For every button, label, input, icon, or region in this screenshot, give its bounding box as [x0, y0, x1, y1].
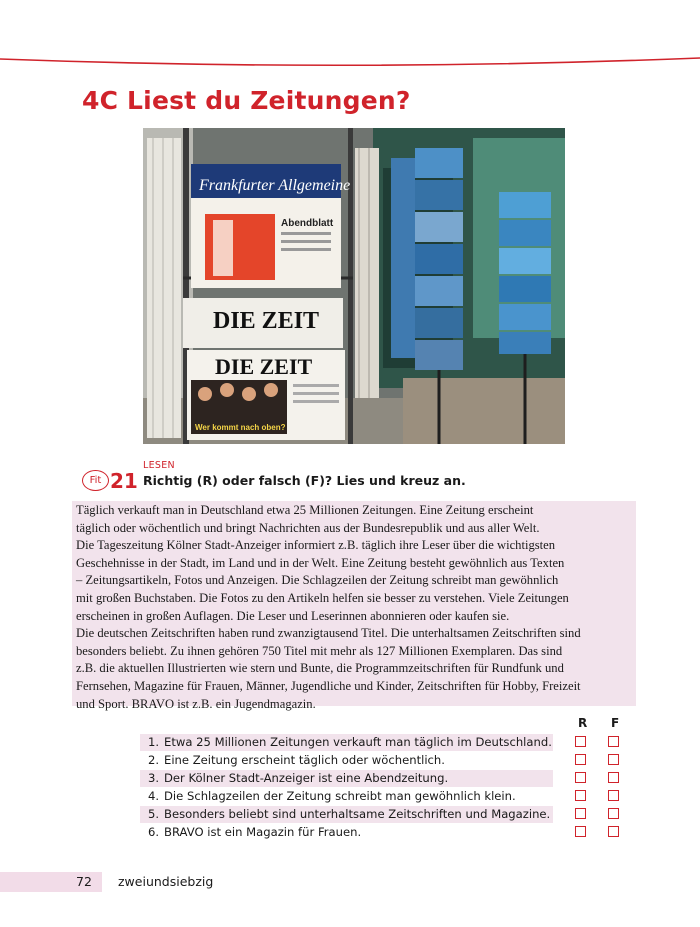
statement-text: Die Schlagzeilen der Zeitung schreibt man gewöhnlich klein.	[164, 789, 516, 803]
statement-text: Der Kölner Stadt-Anzeiger ist eine Abendzeitung.	[164, 771, 449, 785]
checkbox-r[interactable]	[575, 790, 586, 801]
reading-text	[72, 501, 636, 711]
statement-row	[140, 824, 640, 842]
checkbox-f[interactable]	[608, 826, 619, 837]
text-line: erscheinen in großen Auflagen. Die Leser und Leserinnen abonnieren oder kaufen sie.	[76, 608, 510, 623]
text-line: besonders beliebt. Zu ihnen gehören 750 Titel mit mehr als 127 Millionen Exemplaren. Das sind	[76, 643, 563, 658]
statement-number: 2.	[148, 753, 160, 767]
checkbox-r[interactable]	[575, 808, 586, 819]
exercise-instruction: Richtig (R) oder falsch (F)? Lies und kreuz an.	[143, 473, 466, 488]
statement-number: 4.	[148, 789, 160, 803]
statement-text: BRAVO ist ein Magazin für Frauen.	[164, 825, 362, 839]
statement-list	[140, 734, 640, 842]
chapter-title: 4C Liest du Zeitungen?	[82, 86, 411, 115]
column-r-header: R	[578, 716, 588, 730]
statement-text: Eine Zeitung erscheint täglich oder wöchentlich.	[164, 753, 445, 767]
exercise-header	[82, 458, 582, 498]
text-line: Täglich verkauft man in Deutschland etwa 25 Millionen Zeitungen. Eine Zeitung erscheint	[76, 503, 534, 517]
newspaper-title-2: Abendblatt	[281, 218, 334, 229]
text-line: – Zeitungsartikeln, Fotos und Anzeigen. Die Schlagzeilen der Zeitung schreibt man gewöhnlich	[76, 573, 559, 588]
statement-row	[140, 788, 640, 806]
checkbox-r[interactable]	[575, 826, 586, 837]
newspaper-title-3: DIE ZEIT	[213, 308, 320, 334]
checkbox-f[interactable]	[608, 808, 619, 819]
checkbox-f[interactable]	[608, 754, 619, 765]
page-number: 72	[76, 874, 92, 889]
text-line: Die deutschen Zeitschriften haben rund zwanzigtausend Titel. Die unterhaltsamen Zeitschriften sind	[76, 626, 581, 641]
statement-row	[140, 806, 640, 824]
statement-number: 5.	[148, 807, 160, 821]
statement-number: 3.	[148, 771, 160, 785]
newsstand-photo	[143, 128, 565, 444]
statement-row	[140, 752, 640, 770]
text-line: und Sport. BRAVO ist z.B. ein Jugendmagazin.	[76, 696, 316, 711]
page-number-word: zweiundsiebzig	[118, 874, 214, 889]
statement-text: Besonders beliebt sind unterhaltsame Zeitschriften und Magazine.	[164, 807, 551, 821]
text-line: mit großen Buchstaben. Die Fotos zu den Artikeln helfen sie besser zu verstehen. Viele Zeitungen	[76, 590, 569, 605]
statement-number: 1.	[148, 735, 160, 749]
header-curve	[0, 0, 700, 80]
checkbox-f[interactable]	[608, 772, 619, 783]
checkbox-f[interactable]	[608, 790, 619, 801]
fit-badge: Fit	[82, 470, 109, 491]
statement-row	[140, 770, 640, 788]
statement-text: Etwa 25 Millionen Zeitungen verkauft man täglich im Deutschland.	[164, 735, 552, 749]
text-line: Die Tageszeitung Kölner Stadt-Anzeiger informiert z.B. täglich ihre Leser über die wichtigsten	[76, 538, 556, 553]
exercise-number: 21	[110, 469, 138, 493]
text-line: Fernsehen, Magazine für Frauen, Männer, Jugendliche und Kinder, Zeitschriften für Hobby, Freizeit	[76, 678, 581, 693]
text-line: Geschehnisse in der Stadt, im Land und in der Welt. Eine Zeitung besteht gewöhnlich aus Texten	[76, 555, 565, 570]
column-f-header: F	[611, 716, 620, 730]
checkbox-r[interactable]	[575, 772, 586, 783]
text-line: täglich oder wöchentlich und bringt Nachrichten aus der Bundesrepublik und aus aller Welt.	[76, 520, 540, 535]
newspaper-title-4: DIE ZEIT	[215, 354, 313, 379]
statement-row	[140, 734, 640, 752]
checkbox-r[interactable]	[575, 754, 586, 765]
checkbox-f[interactable]	[608, 736, 619, 747]
exercise-category: LESEN	[143, 460, 175, 471]
checkbox-r[interactable]	[575, 736, 586, 747]
text-line: z.B. die aktuellen Illustrierten wie stern und Bunte, die Programmzeitschriften für Rundfunk und	[76, 661, 564, 676]
newspaper-title-1: Frankfurter Allgemeine	[199, 177, 351, 194]
newspaper-headline-4: Wer kommt nach oben?	[195, 423, 286, 432]
statement-number: 6.	[148, 825, 160, 839]
